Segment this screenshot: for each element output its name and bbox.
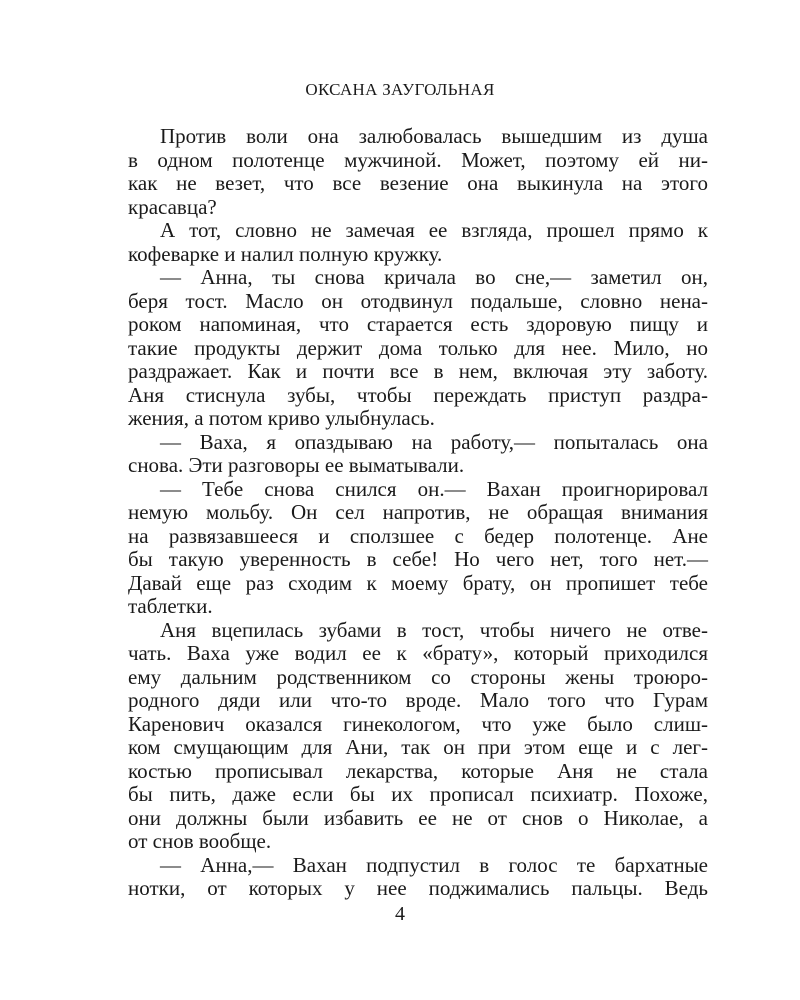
text-line: чать. Ваха уже водил ее к «брату», который приходился	[128, 641, 708, 665]
text-line: бы пить, даже если бы их прописал психиатр. Похоже,	[128, 782, 708, 806]
running-header: ОКСАНА ЗАУГОЛЬНАЯ	[305, 80, 495, 99]
text-line: ему дальним родственником со стороны жены троюро-	[128, 664, 708, 689]
text-line: в одном полотенце мужчиной. Может, поэтому ей ни-	[128, 147, 708, 172]
text-line: снова. Эти разговоры ее выматывали.	[128, 453, 465, 477]
text-line: немую мольбу. Он сел напротив, не обращая внимания	[128, 500, 708, 524]
text-line: Каренович оказался гинекологом, что уже было слиш-	[128, 711, 708, 736]
text-line: от снов вообще.	[128, 829, 272, 853]
text-line: костью прописывал лекарства, которые Аня не стала	[128, 758, 708, 783]
text-line: Аня вцепилась зубами в тост, чтобы ничего не отве-	[160, 617, 708, 642]
text-line: таблетки.	[128, 594, 213, 618]
text-line: беря тост. Масло он отодвинул подальше, словно нена-	[128, 288, 708, 313]
text-line: нотки, от которых у нее поджимались пальцы. Ведь	[128, 876, 708, 900]
text-line: Против воли она залюбовалась вышедшим из душа	[160, 124, 708, 148]
text-line: родного дяди или что-то вроде. Мало того что Гурам	[128, 688, 708, 712]
text-line: как не везет, что все везение она выкинула на этого	[128, 171, 708, 195]
text-line: такие продукты держит дома только для нее. Мило, но	[128, 335, 708, 360]
text-line: красавца?	[128, 194, 217, 219]
text-line: А тот, словно не замечая ее взгляда, прошел прямо к	[160, 218, 708, 242]
text-line: — Тебе снова снился он.— Вахан проигнорировал	[160, 476, 708, 501]
text-line: кофеварке и налил полную кружку.	[128, 241, 443, 266]
text-line: Давай еще раз сходим к моему брату, он пропишет тебе	[128, 570, 708, 595]
body-text	[128, 125, 708, 901]
text-line: ком смущающим для Ани, так он при этом еще и с лег-	[128, 735, 708, 759]
text-line: на развязавшееся и сползшее с бедер полотенце. Ане	[128, 523, 708, 548]
text-line: жения, а потом криво улыбнулась.	[128, 406, 435, 430]
text-line: раздражает. Как и почти все в нем, включая эту заботу.	[128, 359, 708, 383]
text-line: Аня стиснула зубы, чтобы переждать приступ раздра-	[128, 382, 708, 407]
text-line: они должны были избавить ее не от снов о Николае, а	[128, 805, 708, 830]
text-line: бы такую уверенность в себе! Но чего нет, того нет.—	[128, 547, 708, 571]
page-number: 4	[395, 903, 405, 925]
text-line: — Анна,— Вахан подпустил в голос те бархатные	[160, 852, 708, 877]
text-line: роком напоминая, что старается есть здоровую пищу и	[128, 312, 708, 336]
text-line: — Анна, ты снова кричала во сне,— заметил он,	[160, 265, 708, 289]
text-line: — Ваха, я опаздываю на работу,— попыталась она	[160, 429, 708, 454]
